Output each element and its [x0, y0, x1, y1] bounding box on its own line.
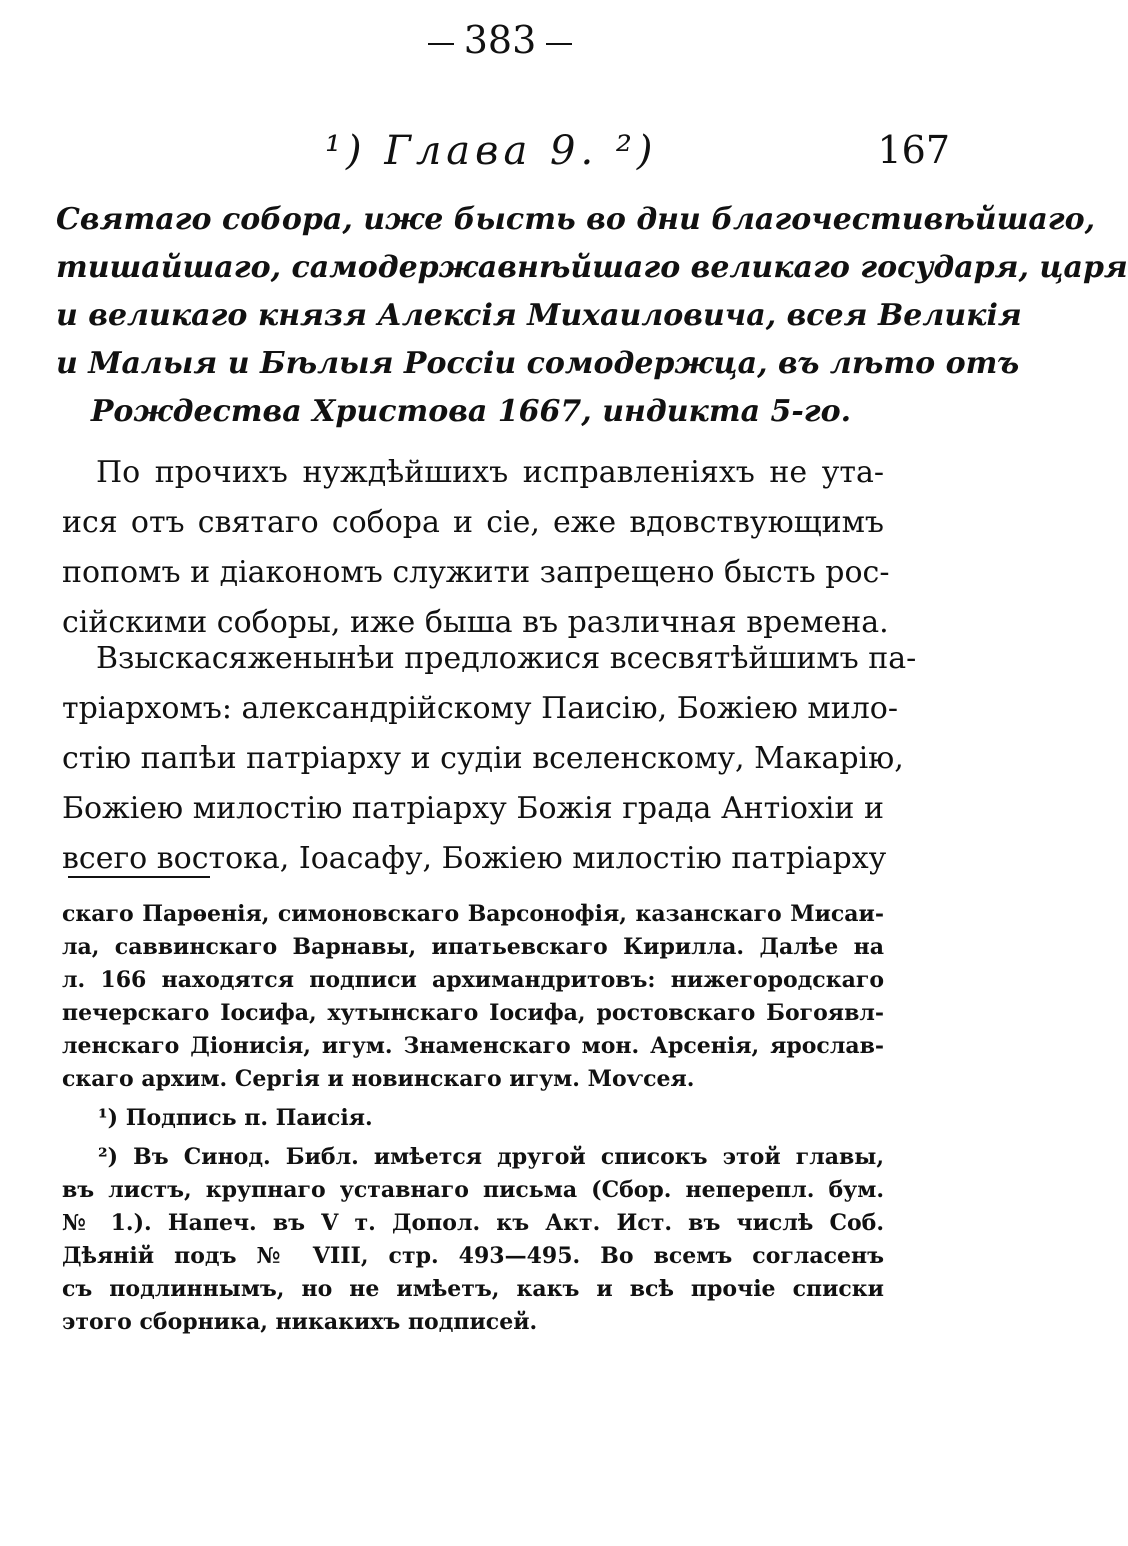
body-line: попомъ и діакономъ служити запрещено бысть рос- — [62, 555, 890, 590]
title-block — [56, 196, 1128, 436]
paragraph-2 — [62, 634, 917, 884]
footnote-line: ленскаго Діонисія, игум. Знаменскаго мон. Арсенія, ярослав- — [62, 1033, 884, 1059]
body-line: Взыскасяженынѣи предложися всесвятѣйшимъ па- — [96, 641, 917, 676]
page-number — [0, 18, 1000, 62]
body-line: По прочихъ нуждѣйшихъ исправленіяхъ не ута- — [96, 455, 884, 490]
footnote-2-line: Дѣяній подъ № VIII, стр. 493—495. Во всемъ согласенъ — [62, 1243, 884, 1269]
paragraph-1 — [62, 448, 890, 648]
footnote-line: скаго архим. Сергія и новинскаго игум. Моѵсея. — [62, 1066, 695, 1092]
title-line: Святаго собора, иже бысть во дни благочестивѣйшаго, — [56, 202, 1096, 237]
footnote-line: печерскаго Іосифа, хутынскаго Іосифа, ростовскаго Богоявл- — [62, 1000, 884, 1026]
footnote-2-line: съ подлиннымъ, но не имѣетъ, какъ и всѣ прочіе списки — [62, 1276, 884, 1302]
footnote-line: л. 166 находятся подписи архимандритовъ: нижегородскаго — [62, 967, 884, 993]
footnote-2-line: въ листъ, крупнаго уставнаго письма (Сбор. неперепл. бум. — [62, 1177, 884, 1203]
title-line: и великаго князя Алексія Михаиловича, всея Великія — [56, 298, 1022, 333]
body-line: тріархомъ: александрійскому Паисію, Божіею мило- — [62, 691, 898, 726]
footnote-2-line: этого сборника, никакихъ подписей. — [62, 1309, 538, 1335]
title-line: и Малыя и Бѣлыя Россіи сомодержца, въ лѣто отъ — [56, 346, 1020, 381]
title-line: тишайшаго, самодержавнѣйшаго великаго государя, царя — [56, 250, 1128, 285]
dash-left — [428, 43, 454, 45]
body-line: сійскими соборы, иже быша въ различная времена. — [62, 605, 889, 640]
chapter-title: ¹) Глава 9. ²) — [325, 128, 658, 174]
body-line: ися отъ святаго собора и сіе, еже вдовствующимъ — [62, 505, 884, 540]
title-line: Рождества Христова 1667, индикта 5-го. — [90, 394, 852, 429]
footnotes — [62, 898, 884, 1339]
footnote-2-line: № 1.). Напеч. въ V т. Допол. къ Акт. Ист. въ числѣ Соб. — [62, 1210, 884, 1236]
footnote-2-line: ²) Въ Синод. Библ. имѣется другой списокъ этой главы, — [98, 1144, 884, 1170]
footnote-line: ла, саввинскаго Варнавы, ипатьевскаго Кирилла. Далѣе на — [62, 934, 884, 960]
body-line: Божіею милостію патріарху Божія града Антіохіи и — [62, 791, 884, 826]
margin-number: 167 — [877, 128, 950, 172]
heading-row — [60, 128, 950, 180]
dash-right — [546, 43, 572, 45]
body-line: всего востока, Іоасафу, Божіею милостію патріарху — [62, 841, 887, 876]
body-line: стію папѣи патріарху и судіи вселенскому, Макарію, — [62, 741, 904, 776]
footnote-divider — [68, 876, 210, 878]
page-number-text: 383 — [463, 18, 537, 62]
footnote-line: скаго Парѳенія, симоновскаго Варсонофія, казанскаго Мисаи- — [62, 901, 884, 927]
footnote-1: ¹) Подпись п. Паисія. — [98, 1105, 373, 1131]
